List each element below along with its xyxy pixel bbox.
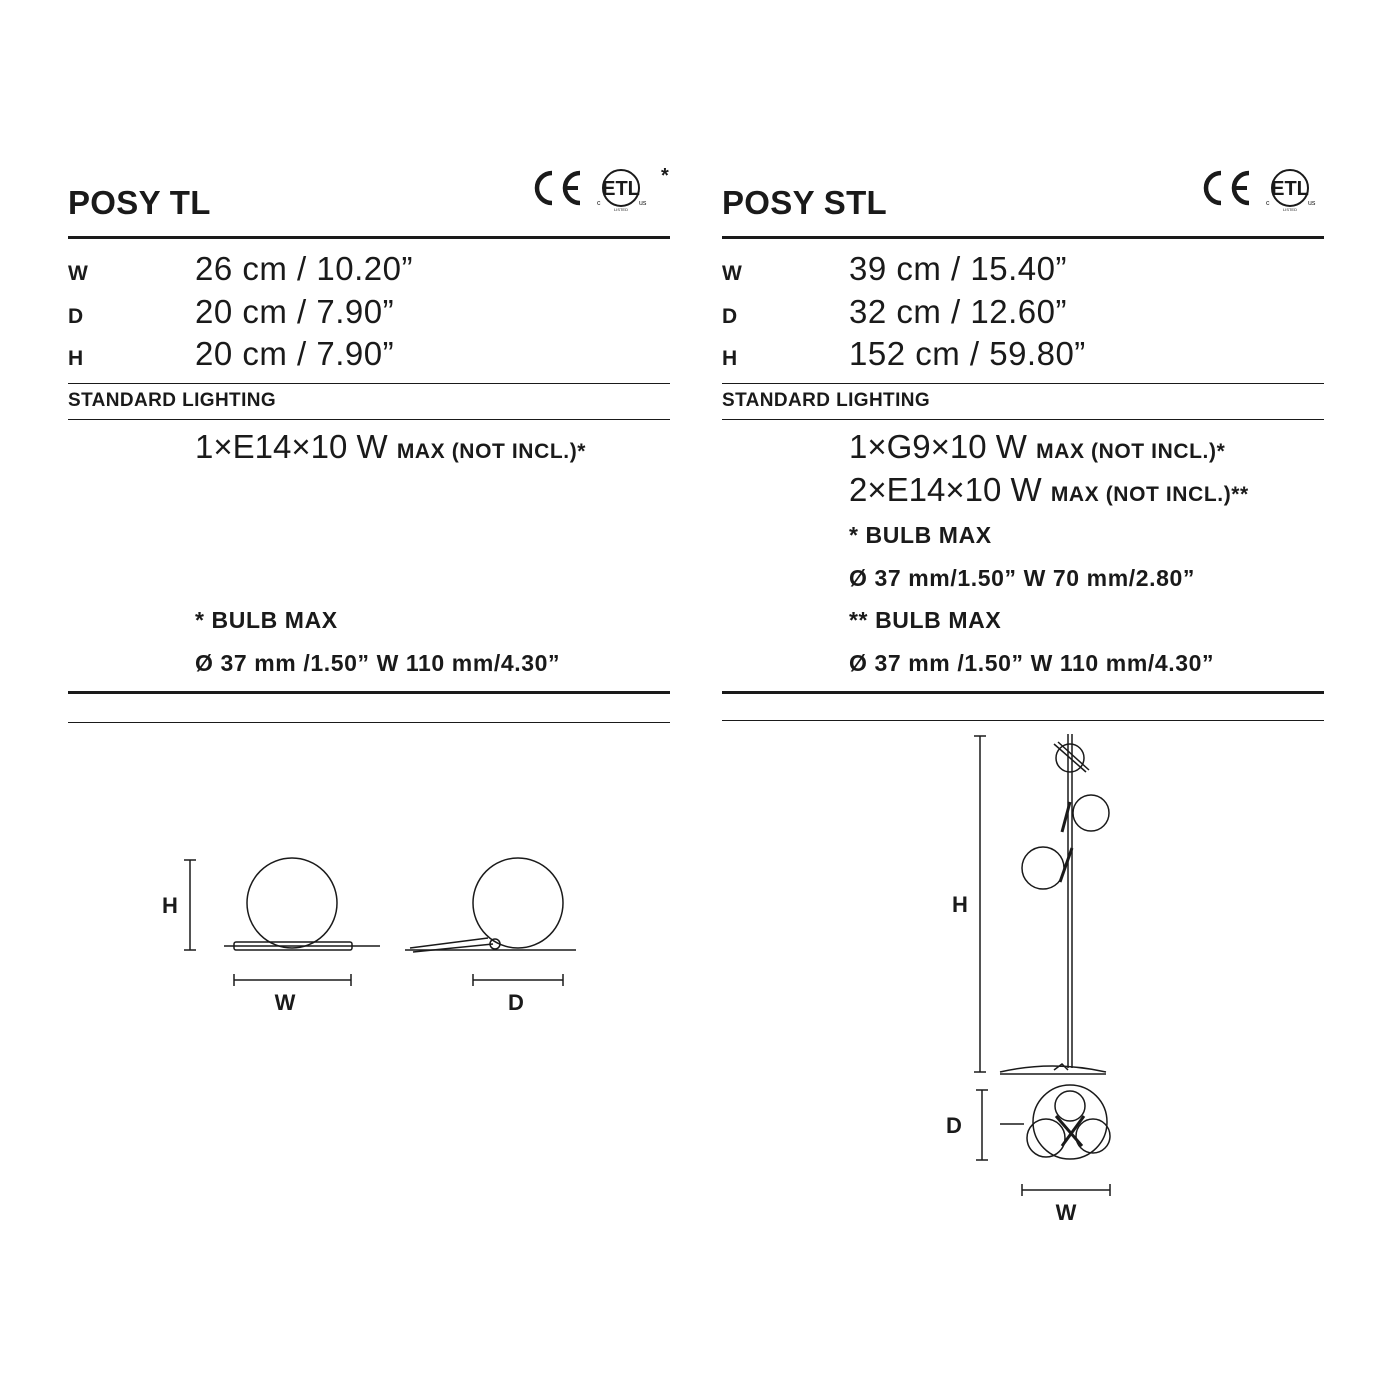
product-title: POSY TL: [68, 184, 211, 221]
dim-key-h: H: [722, 347, 738, 370]
bulb-note-title-e14: ** BULB MAX: [849, 607, 1002, 633]
etl-c-text: c: [1266, 200, 1270, 207]
side-view-floor-lamp: [1000, 734, 1109, 1074]
dim-value-w: 39 cm / 15.40”: [849, 250, 1067, 287]
side-view-lamp: [405, 858, 576, 952]
etl-listed-text: LISTED: [613, 207, 629, 212]
drawing-divider: [68, 722, 670, 723]
etl-text: ETL: [1271, 178, 1309, 200]
lighting-spec-g9: [849, 428, 1225, 466]
certification-marks: [528, 164, 673, 216]
w-dimension-line: [1022, 1184, 1110, 1196]
lighting-spec-e14: [849, 471, 1249, 509]
spec-end-divider: [68, 691, 670, 694]
h-label: H: [952, 892, 968, 917]
spec-end-divider: [722, 691, 1324, 694]
dim-key-d: D: [722, 305, 738, 328]
product-posy-tl: [68, 0, 670, 1400]
product-posy-stl: [722, 0, 1324, 1400]
dim-key-w: W: [722, 262, 742, 285]
d-dimension-line: [473, 974, 563, 986]
dimensions-divider: [68, 383, 670, 384]
d-dimension-line: [976, 1090, 988, 1160]
dim-value-h: 152 cm / 59.80”: [849, 335, 1086, 372]
bulb-note-size-e14: Ø 37 mm /1.50” W 110 mm/4.30”: [849, 650, 1215, 676]
bulb-note-title-g9: * BULB MAX: [849, 522, 992, 548]
ce-mark-icon: [537, 173, 580, 203]
etl-c-text: c: [597, 200, 601, 207]
w-dimension-line: [234, 974, 351, 986]
ce-mark-icon: [1206, 173, 1249, 203]
lighting-spec-suffix: MAX (NOT INCL.)*: [396, 440, 587, 463]
cert-asterisk: *: [661, 165, 669, 187]
d-label: D: [946, 1113, 962, 1138]
section-standard-lighting: STANDARD LIGHTING: [722, 390, 931, 411]
dim-key-w: W: [68, 262, 88, 285]
bulb-note-size-g9: Ø 37 mm/1.50” W 70 mm/2.80”: [849, 565, 1196, 591]
etl-listed-icon: [597, 170, 647, 212]
dim-value-h: 20 cm / 7.90”: [195, 335, 395, 372]
section-divider: [68, 419, 670, 420]
dim-value-d: 20 cm / 7.90”: [195, 293, 395, 330]
dim-key-h: H: [68, 347, 84, 370]
product-title: POSY STL: [722, 184, 887, 221]
etl-listed-icon: [1266, 170, 1316, 212]
dim-value-w: 26 cm / 10.20”: [195, 250, 413, 287]
front-view-lamp: [224, 858, 380, 950]
title-divider: [68, 236, 670, 239]
lighting-spec-suffix: MAX (NOT INCL.)**: [1050, 483, 1249, 506]
w-label: W: [274, 990, 296, 1015]
dim-key-d: D: [68, 305, 84, 328]
lighting-spec-main: 1×G9×10 W: [849, 428, 1037, 465]
drawing-divider: [722, 720, 1324, 721]
dimensions-divider: [722, 383, 1324, 384]
title-divider: [722, 236, 1324, 239]
h-dimension-line: [184, 860, 196, 950]
top-view-floor-lamp: [1000, 1085, 1110, 1159]
w-label: W: [1055, 1200, 1077, 1225]
etl-us-text: us: [639, 200, 647, 207]
lighting-spec-main: 1×E14×10 W: [195, 428, 397, 465]
dim-value-d: 32 cm / 12.60”: [849, 293, 1067, 330]
h-dimension-line: [974, 736, 986, 1072]
h-label: H: [162, 893, 178, 918]
technical-drawing-posy-stl: [942, 730, 1142, 1230]
technical-drawing-posy-tl: [148, 840, 588, 1030]
d-label: D: [508, 990, 524, 1015]
etl-listed-text: LISTED: [1282, 207, 1298, 212]
section-divider: [722, 419, 1324, 420]
lighting-spec-main: 2×E14×10 W: [849, 471, 1051, 508]
lighting-spec: [195, 428, 586, 466]
etl-us-text: us: [1308, 200, 1316, 207]
bulb-note-size: Ø 37 mm /1.50” W 110 mm/4.30”: [195, 650, 561, 676]
certification-marks: [1197, 164, 1327, 216]
bulb-note-title: * BULB MAX: [195, 607, 338, 633]
lighting-spec-suffix: MAX (NOT INCL.)*: [1036, 440, 1226, 463]
etl-text: ETL: [602, 178, 640, 200]
section-standard-lighting: STANDARD LIGHTING: [68, 390, 277, 411]
